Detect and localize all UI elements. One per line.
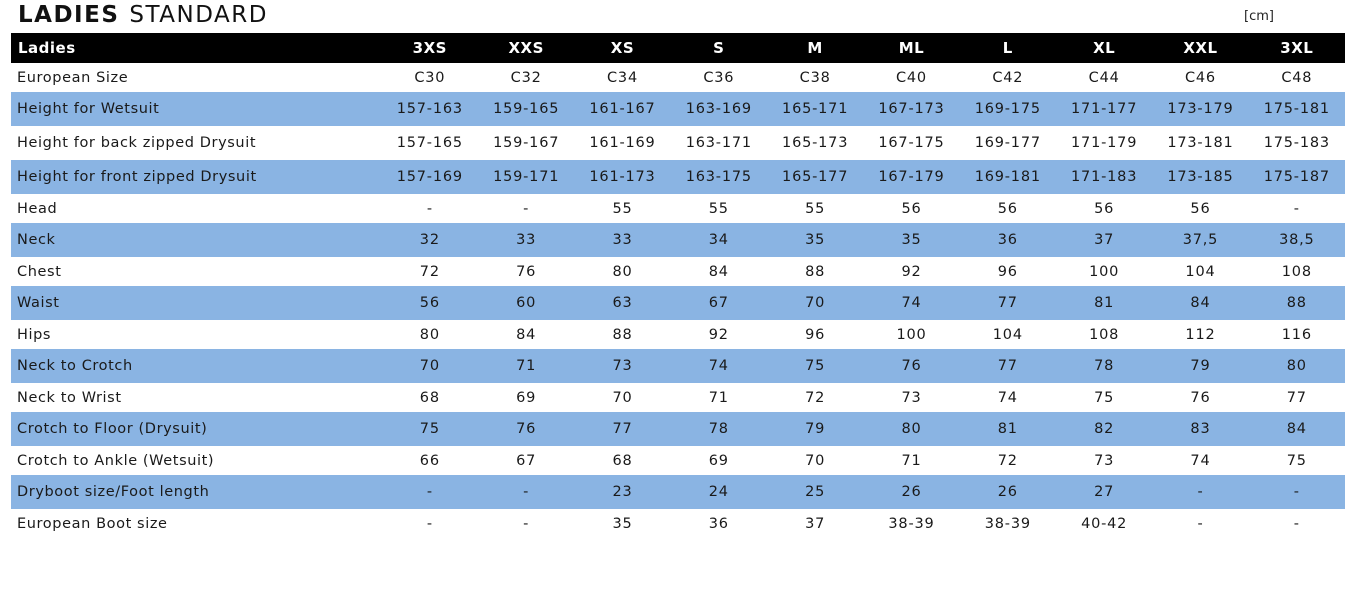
- table-cell: 70: [419, 358, 440, 374]
- table-cell: 79: [805, 421, 826, 437]
- table-cell: 108: [1089, 326, 1120, 343]
- table-cell: 157-169: [396, 169, 463, 185]
- table-cell: 80: [419, 326, 440, 343]
- table-cell: 92: [901, 263, 922, 280]
- table-cell: 157-165: [396, 135, 463, 151]
- column-header-xs: XS: [610, 39, 635, 57]
- column-header-xxs: XXS: [508, 39, 544, 57]
- table-cell: C44: [1088, 69, 1120, 86]
- row-label: Neck: [17, 232, 56, 248]
- table-row: [11, 412, 1345, 446]
- column-header-3xs: 3XS: [412, 39, 447, 57]
- table-cell: 27: [1094, 484, 1115, 500]
- table-cell: 82: [1094, 421, 1115, 437]
- table-cell: 167-175: [878, 135, 945, 151]
- table-cell: C40: [895, 69, 927, 86]
- table-cell: 83: [1190, 421, 1211, 437]
- table-cell: 56: [419, 295, 440, 311]
- table-cell: 72: [419, 263, 440, 280]
- table-cell: 56: [1190, 200, 1211, 217]
- row-label: European Size: [17, 69, 129, 86]
- table-row: [11, 446, 1345, 475]
- table-cell: 108: [1281, 263, 1312, 280]
- table-cell: 171-183: [1071, 169, 1138, 185]
- table-cell: 70: [805, 295, 826, 311]
- table-row: [11, 92, 1345, 126]
- page-title: [18, 2, 268, 28]
- table-cell: 100: [1089, 263, 1120, 280]
- table-cell: 171-177: [1071, 101, 1138, 117]
- table-cell: 32: [419, 232, 440, 248]
- table-cell: 56: [1094, 200, 1115, 217]
- table-cell: 159-165: [493, 101, 560, 117]
- table-cell: 157-163: [396, 101, 463, 117]
- table-cell: 77: [1286, 389, 1307, 406]
- table-cell: 55: [612, 200, 633, 217]
- table-cell: 75: [419, 421, 440, 437]
- table-cell: 37,5: [1182, 232, 1219, 248]
- table-cell: 88: [1286, 295, 1307, 311]
- table-cell: 26: [997, 484, 1018, 500]
- table-cell: 73: [612, 358, 633, 374]
- row-label: European Boot size: [17, 515, 168, 532]
- table-cell: 38-39: [888, 515, 935, 532]
- table-cell: -: [523, 515, 530, 532]
- table-cell: 80: [612, 263, 633, 280]
- table-cell: 37: [1094, 232, 1115, 248]
- table-row: [11, 475, 1345, 509]
- table-cell: 70: [612, 389, 633, 406]
- table-cell: -: [523, 200, 530, 217]
- row-label: Crotch to Floor (Drysuit): [17, 421, 208, 437]
- title-light-text: STANDARD: [129, 2, 268, 28]
- table-cell: 173-181: [1167, 135, 1234, 151]
- table-cell: 70: [805, 452, 826, 469]
- table-body: [11, 63, 1345, 538]
- table-cell: 84: [1286, 421, 1307, 437]
- table-header-row: [11, 33, 1345, 63]
- table-cell: -: [1197, 515, 1204, 532]
- table-cell: 159-167: [493, 135, 560, 151]
- table-row: [11, 126, 1345, 160]
- table-cell: 79: [1190, 358, 1211, 374]
- table-cell: C48: [1281, 69, 1313, 86]
- table-cell: 36: [997, 232, 1018, 248]
- table-cell: -: [523, 484, 530, 500]
- column-header-3xl: 3XL: [1280, 39, 1314, 57]
- table-cell: 56: [997, 200, 1018, 217]
- table-row: [11, 160, 1345, 194]
- table-cell: 66: [419, 452, 440, 469]
- table-cell: 74: [1190, 452, 1211, 469]
- size-chart-table: [11, 33, 1345, 538]
- table-cell: 72: [997, 452, 1018, 469]
- table-cell: 76: [516, 263, 537, 280]
- table-cell: 38-39: [984, 515, 1031, 532]
- table-cell: 74: [901, 295, 922, 311]
- table-cell: 80: [1286, 358, 1307, 374]
- table-cell: 96: [997, 263, 1018, 280]
- table-cell: 165-171: [782, 101, 849, 117]
- table-cell: 37: [805, 515, 826, 532]
- table-row: [11, 383, 1345, 412]
- table-cell: 77: [997, 295, 1018, 311]
- table-cell: 74: [997, 389, 1018, 406]
- table-cell: C46: [1184, 69, 1216, 86]
- table-cell: 55: [805, 200, 826, 217]
- column-header-s: S: [713, 39, 725, 57]
- table-cell: 84: [1190, 295, 1211, 311]
- corner-label: Ladies: [18, 39, 76, 57]
- table-cell: 112: [1185, 326, 1216, 343]
- table-row: [11, 257, 1345, 286]
- table-cell: 56: [901, 200, 922, 217]
- table-cell: 74: [708, 358, 729, 374]
- table-cell: C36: [703, 69, 735, 86]
- table-row: [11, 223, 1345, 257]
- table-cell: 163-169: [685, 101, 752, 117]
- table-cell: 35: [805, 232, 826, 248]
- table-cell: 80: [901, 421, 922, 437]
- table-cell: 81: [997, 421, 1018, 437]
- row-label: Crotch to Ankle (Wetsuit): [17, 452, 215, 469]
- column-header-xl: XL: [1093, 39, 1116, 57]
- table-cell: 175-183: [1263, 135, 1330, 151]
- table-cell: 75: [1094, 389, 1115, 406]
- table-cell: -: [1197, 484, 1204, 500]
- table-cell: 67: [708, 295, 729, 311]
- table-cell: 76: [516, 421, 537, 437]
- table-row: [11, 194, 1345, 223]
- table-cell: 34: [708, 232, 729, 248]
- table-cell: -: [1293, 200, 1300, 217]
- table-cell: C32: [510, 69, 542, 86]
- table-cell: 72: [805, 389, 826, 406]
- row-label: Waist: [17, 295, 60, 311]
- table-cell: -: [426, 515, 433, 532]
- table-cell: 167-179: [878, 169, 945, 185]
- table-cell: C42: [992, 69, 1024, 86]
- row-label: Chest: [17, 263, 62, 280]
- table-cell: 84: [516, 326, 537, 343]
- table-cell: 161-173: [589, 169, 656, 185]
- table-row: [11, 286, 1345, 320]
- column-header-l: L: [1002, 39, 1013, 57]
- row-label: Height for back zipped Drysuit: [17, 135, 257, 151]
- table-cell: 71: [516, 358, 537, 374]
- table-cell: 38,5: [1279, 232, 1315, 248]
- table-cell: 116: [1281, 326, 1312, 343]
- table-cell: 69: [516, 389, 537, 406]
- table-cell: 77: [997, 358, 1018, 374]
- table-cell: 71: [901, 452, 922, 469]
- table-cell: 26: [901, 484, 922, 500]
- table-cell: 33: [612, 232, 633, 248]
- table-cell: 173-185: [1167, 169, 1234, 185]
- table-cell: 71: [708, 389, 729, 406]
- table-cell: 78: [1094, 358, 1115, 374]
- table-cell: 163-171: [685, 135, 752, 151]
- table-cell: 161-169: [589, 135, 656, 151]
- table-cell: 78: [708, 421, 729, 437]
- table-cell: -: [1293, 484, 1300, 500]
- table-cell: 67: [516, 452, 537, 469]
- table-cell: 24: [708, 484, 729, 500]
- table-cell: 92: [708, 326, 729, 343]
- table-cell: 76: [1190, 389, 1211, 406]
- column-header-xxl: XXL: [1183, 39, 1218, 57]
- table-cell: 169-177: [974, 135, 1041, 151]
- table-cell: C30: [414, 69, 446, 86]
- table-cell: C34: [607, 69, 638, 86]
- table-cell: 55: [708, 200, 729, 217]
- table-cell: 165-177: [782, 169, 849, 185]
- row-label: Hips: [17, 326, 52, 343]
- table-cell: 161-167: [589, 101, 656, 117]
- table-cell: 88: [805, 263, 826, 280]
- table-cell: 73: [1094, 452, 1115, 469]
- table-cell: 100: [896, 326, 927, 343]
- table-cell: 175-181: [1263, 101, 1330, 117]
- table-cell: 84: [708, 263, 729, 280]
- table-row: [11, 349, 1345, 383]
- row-label: Height for Wetsuit: [17, 101, 160, 117]
- table-cell: 163-175: [685, 169, 752, 185]
- table-cell: 169-181: [974, 169, 1041, 185]
- column-header-m: M: [807, 39, 823, 57]
- row-label: Head: [17, 200, 58, 217]
- table-cell: 88: [612, 326, 633, 343]
- table-cell: 73: [901, 389, 922, 406]
- table-cell: 35: [612, 515, 633, 532]
- table-cell: 23: [612, 484, 633, 500]
- row-label: Neck to Crotch: [17, 358, 133, 374]
- table-cell: 173-179: [1167, 101, 1234, 117]
- table-cell: 81: [1094, 295, 1115, 311]
- row-label: Height for front zipped Drysuit: [17, 169, 257, 185]
- table-cell: -: [1293, 515, 1300, 532]
- table-row: [11, 320, 1345, 349]
- table-cell: 75: [1286, 452, 1307, 469]
- row-label: Dryboot size/Foot length: [17, 484, 210, 500]
- table-cell: 40-42: [1081, 515, 1128, 532]
- table-cell: 96: [805, 326, 826, 343]
- table-cell: 77: [612, 421, 633, 437]
- table-cell: 75: [805, 358, 826, 374]
- table-cell: 175-187: [1263, 169, 1330, 185]
- table-cell: 165-173: [782, 135, 849, 151]
- table-cell: 104: [1185, 263, 1216, 280]
- table-cell: 169-175: [974, 101, 1041, 117]
- table-cell: 33: [516, 232, 537, 248]
- table-cell: 171-179: [1071, 135, 1138, 151]
- column-header-ml: ML: [898, 39, 925, 57]
- table-cell: 159-171: [493, 169, 560, 185]
- table-cell: 60: [516, 295, 537, 311]
- table-cell: -: [426, 200, 433, 217]
- table-cell: 68: [612, 452, 633, 469]
- table-cell: 76: [901, 358, 922, 374]
- table-cell: 35: [901, 232, 922, 248]
- unit-label: [cm]: [1244, 9, 1274, 24]
- table-cell: 25: [805, 484, 826, 500]
- table-cell: 167-173: [878, 101, 945, 117]
- table-cell: C38: [799, 69, 831, 86]
- table-cell: 68: [419, 389, 440, 406]
- table-cell: 63: [612, 295, 633, 311]
- table-cell: -: [426, 484, 433, 500]
- table-cell: 104: [992, 326, 1023, 343]
- table-row: [11, 63, 1345, 92]
- row-label: Neck to Wrist: [17, 389, 122, 406]
- table-row: [11, 509, 1345, 538]
- table-cell: 69: [708, 452, 729, 469]
- title-bold-text: LADIES: [18, 2, 120, 28]
- table-cell: 36: [708, 515, 729, 532]
